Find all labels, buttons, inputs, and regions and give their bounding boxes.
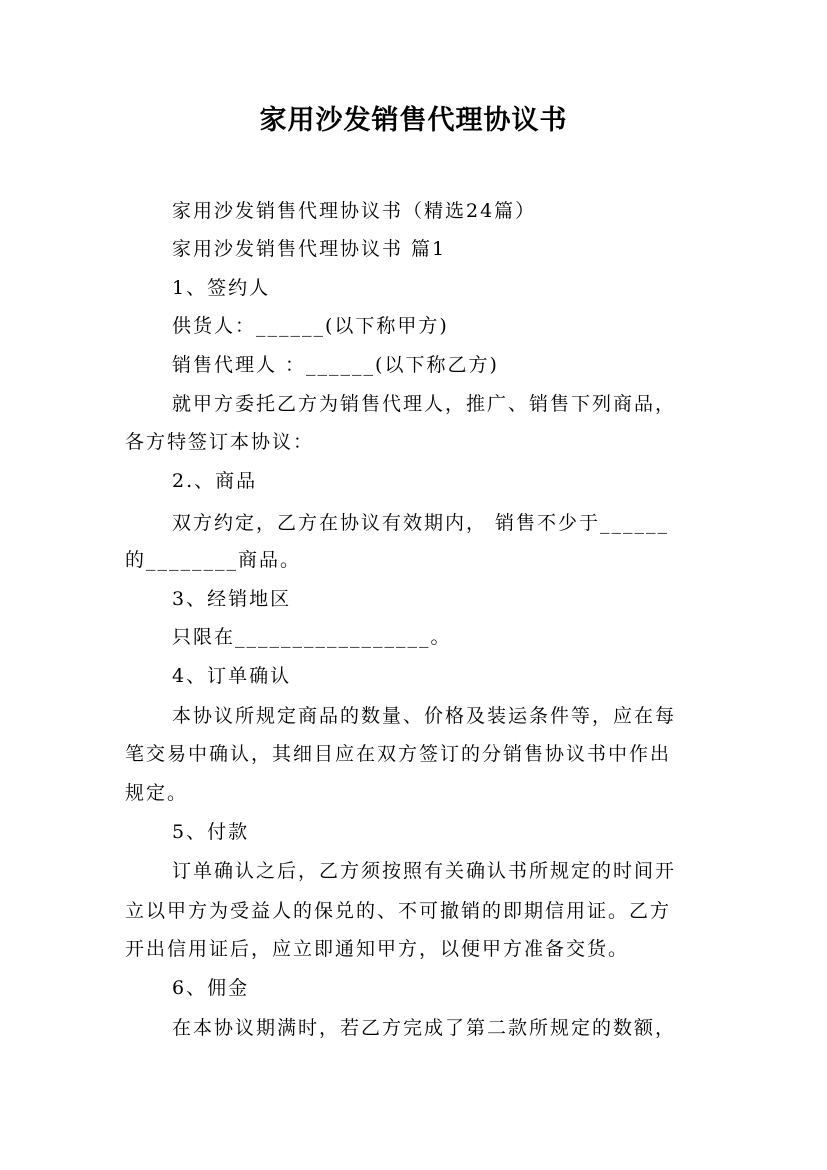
text-line: 只限在_________________。 [172, 626, 452, 648]
text-line: 本协议所规定商品的数量、价格及装运条件等，应在每 [172, 705, 677, 727]
text-line: 供货人：______(以下称甲方) [172, 315, 449, 337]
text-line: 立以甲方为受益人的保兑的、不可撤销的即期信用证。乙方 [125, 900, 672, 922]
clause-heading: 5、付款 [172, 821, 250, 843]
subtitle-line: 家用沙发销售代理协议书（精选24篇） [172, 200, 537, 222]
text-line: 的________商品。 [125, 549, 302, 571]
text-line: 各方特签订本协议： [125, 431, 315, 453]
text-line: 订单确认之后，乙方须按照有关确认书所规定的时间开 [172, 860, 677, 882]
text-line: 双方约定，乙方在协议有效期内， 销售不少于______ [172, 512, 670, 534]
text-line: 开出信用证后，应立即通知甲方，以便甲方准备交货。 [125, 938, 630, 960]
clause-heading: 2.、商品 [172, 470, 258, 492]
clause-heading: 6、佣金 [172, 977, 250, 999]
text-line: 规定。 [125, 782, 189, 804]
clause-heading: 1、签约人 [172, 277, 271, 299]
text-line: 笔交易中确认，其细目应在双方签订的分销售协议书中作出 [125, 743, 672, 765]
text-line: 就甲方委托乙方为销售代理人，推广、销售下列商品， [172, 393, 677, 415]
clause-heading: 4、订单确认 [172, 665, 292, 687]
clause-heading: 3、经销地区 [172, 588, 292, 610]
section-heading: 家用沙发销售代理协议书 篇1 [172, 238, 447, 260]
text-line: 在本协议期满时，若乙方完成了第二款所规定的数额， [172, 1017, 677, 1039]
document-title: 家用沙发销售代理协议书 [259, 105, 568, 136]
text-line: 销售代理人 ：______(以下称乙方) [172, 354, 499, 376]
